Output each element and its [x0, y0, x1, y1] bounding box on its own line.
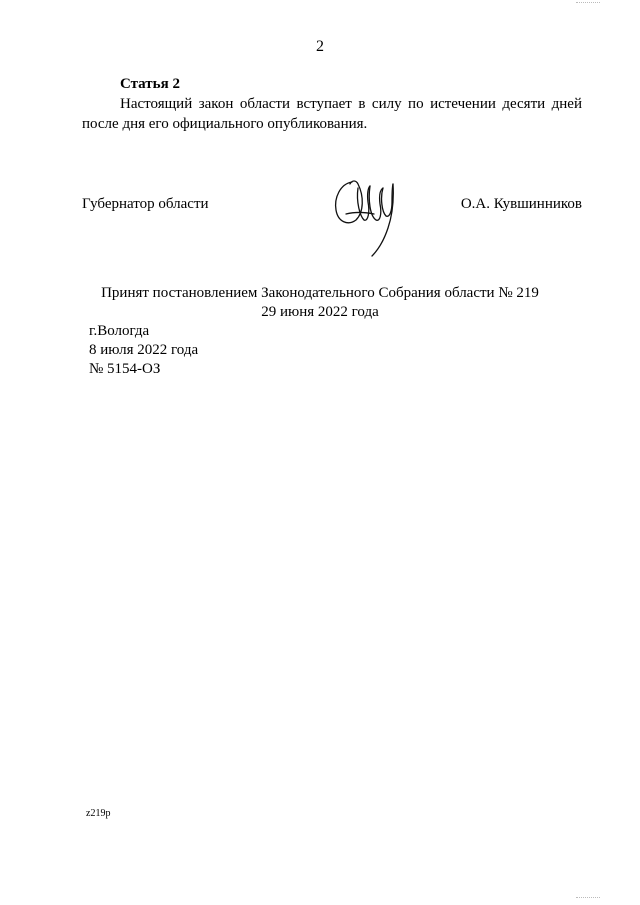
page-number: 2	[316, 38, 324, 55]
adoption-line-1: Принят постановлением Законодательного Собрания области № 219	[101, 285, 539, 301]
adoption-date: 29 июня 2022 года	[261, 304, 379, 320]
scan-artifact-mark	[576, 894, 600, 898]
governor-name: О.А. Кувшинников	[460, 196, 582, 212]
place-date-number-block	[89, 322, 198, 379]
signing-date: 8 июля 2022 года	[89, 342, 199, 358]
law-number: № 5154-ОЗ	[89, 361, 161, 377]
scan-artifact-mark	[576, 0, 600, 3]
adoption-info	[0, 284, 640, 322]
article-body: Настоящий закон области вступает в силу по истечении десяти дней после дня его официального опубликования.	[82, 96, 582, 132]
handwritten-signature	[330, 176, 410, 262]
city: г.Вологда	[89, 323, 150, 339]
footer-code: z219р	[86, 808, 111, 819]
article-title: Статья 2	[120, 76, 180, 92]
governor-position: Губернатор области	[82, 196, 209, 212]
